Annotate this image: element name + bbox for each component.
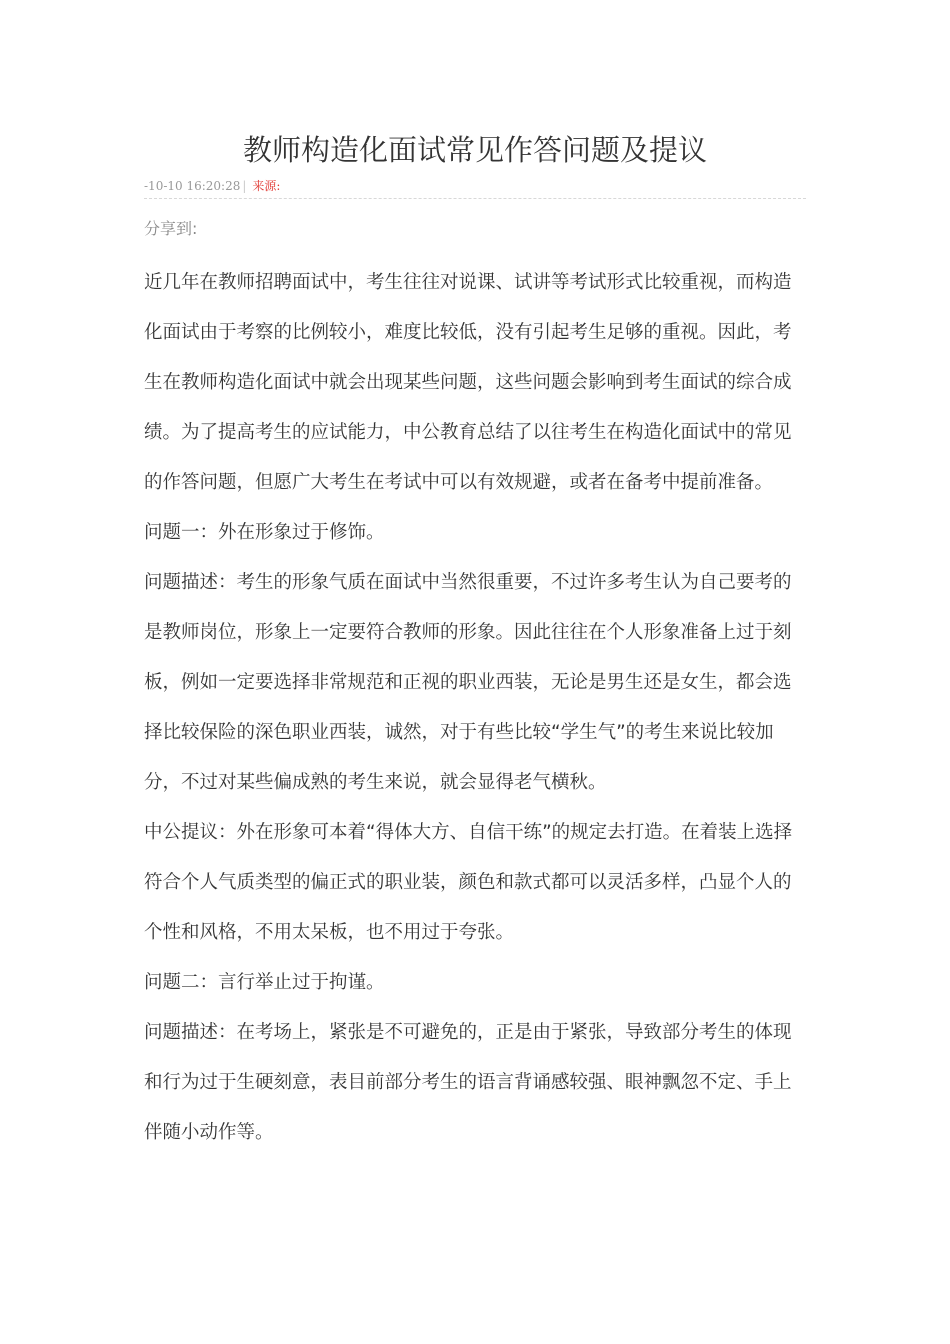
meta-separator: |: [242, 179, 247, 193]
paragraph-issue-2-description: 问题描述：在考场上，紧张是不可避免的，正是由于紧张，导致部分考生的体现和行为过于生硬刻意，表目前部分考生的语言背诵感较强、眼神飘忽不定、手上伴随小动作等。: [144, 1022, 792, 1143]
paragraph-issue-1-description: 问题描述：考生的形象气质在面试中当然很重要，不过许多考生认为自己要考的是教师岗位，形象上一定要符合教师的形象。因此往往在个人形象准备上过于刻板，例如一定要选择非常规范和正视的职业西装，无论是男生还是女生，都会选择比较保险的深色职业西装，诚然，对于有些比较“学生气”的考生来说比较加分，不过对某些偏成熟的考生来说，就会显得老气横秋。: [144, 572, 792, 793]
publish-time: -10-10 16:20:28: [144, 179, 241, 193]
paragraph-issue-2-heading: 问题二：言行举止过于拘谨。: [144, 972, 385, 993]
paragraph-intro: 近几年在教师招聘面试中，考生往往对说课、试讲等考试形式比较重视，而构造化面试由于考察的比例较小，难度比较低，没有引起考生足够的重视。因此，考生在教师构造化面试中就会出现某些问题，这些问题会影响到考生面试的综合成绩。为了提高考生的应试能力，中公教育总结了以往考生在构造化面试中的常见的作答问题，但愿广大考生在考试中可以有效规避，或者在备考中提前准备。: [144, 272, 792, 493]
article-title: 教师构造化面试常见作答问题及提议: [242, 133, 707, 167]
paragraph-issue-1-suggestion: 中公提议：外在形象可本着“得体大方、自信干练”的规定去打造。在着装上选择符合个人气质类型的偏正式的职业装，颜色和款式都可以灵活多样，凸显个人的个性和风格，不用太呆板，也不用过于夸张。: [144, 822, 793, 943]
article-meta: [144, 176, 806, 199]
paragraph-issue-1-heading: 问题一：外在形象过于修饰。: [144, 522, 385, 543]
share-label: 分享到:: [144, 219, 198, 238]
article-body: [144, 258, 806, 1158]
source-label: 来源:: [252, 179, 281, 193]
